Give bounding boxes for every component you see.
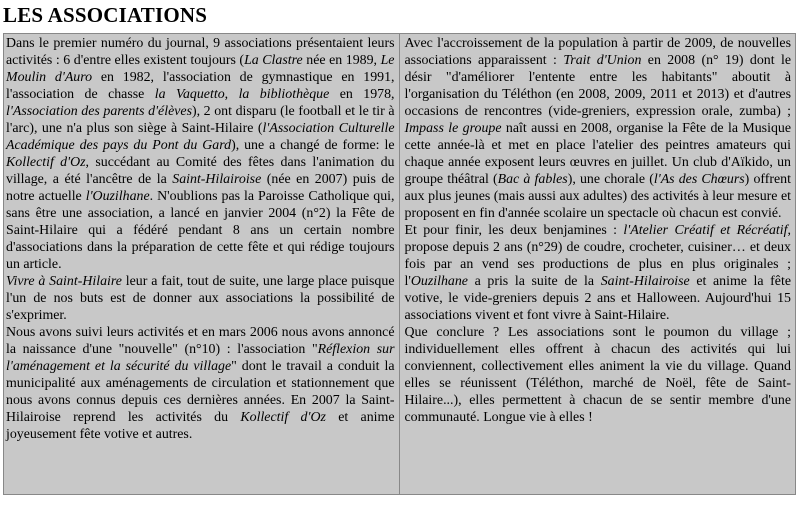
page-title: LES ASSOCIATIONS [3, 3, 208, 27]
paragraph [6, 35, 395, 273]
text-run: Avec l'accroissement de la population à partir de 2009, de nouvelles associations apparaissent : [404, 36, 791, 68]
left-column [4, 34, 400, 494]
italic-text: Kollectif d'Oz [6, 155, 86, 170]
italic-text: Kollectif d'Oz [240, 410, 326, 425]
paragraph [405, 324, 792, 426]
paragraph [6, 324, 395, 443]
italic-text: Saint-Hilairoise [172, 172, 262, 187]
italic-text: la Vaquetto [154, 87, 225, 102]
article-box [3, 33, 796, 495]
text-run: en 1982, l'association de gymnastique en 1991, l'association de chasse [6, 70, 395, 102]
italic-text: Bac à fables [497, 172, 568, 187]
italic-text: Vivre à Saint-Hilaire [6, 274, 122, 289]
italic-text: Réflexion sur l'aménagement et la sécurité du village [6, 342, 395, 374]
text-run: Et pour finir, les deux benjamines : [404, 223, 624, 238]
text-run: ), 2 ont disparu (le football et le tir à l'arc), une n'a plus son siège à Saint-Hilaire ( [6, 104, 395, 136]
text-run: ), une chorale ( [567, 172, 654, 187]
italic-text: Trait d'Union [563, 53, 642, 68]
italic-text: Impass le groupe [404, 121, 502, 136]
text-run: , succédant au Comité des fêtes dans l'animation du village, a été l'ancêtre de la [6, 155, 395, 187]
paragraph [6, 273, 395, 324]
italic-text: l'Association Culturelle Académique des pays du Pont du Gard [6, 121, 395, 153]
text-run: " dont le travail a conduit la municipalité aux aménagements de circulation et stationnement que nous avons connus depuis ces dernières années. En 2007 la Saint-Hilairoise reprend les activités du [6, 359, 395, 425]
text-run: a pris la suite de la [467, 274, 601, 289]
text-run: et anime joyeusement fête votive et autres. [6, 410, 395, 442]
italic-text: l'As des Chœurs [653, 172, 745, 187]
text-run: née en 1989, [302, 53, 381, 68]
text-run: naît aussi en 2008, organise la Fête de la Musique cette année-là et met en place l'atelier des peintres amateurs qui chaque année exposent leurs œuvres en juillet. Un club d'Aïkido, un groupe théâtral ( [404, 121, 792, 187]
text-run: ) offrent aux plus jeunes (mais aussi aux adultes) des activités à leur mesure et proposent en fin d'année scolaire un spectacle où chacun est convié. [404, 172, 791, 221]
italic-text: La Clastre [244, 53, 303, 68]
text-run: . N'oublions pas la Paroisse Catholique qui, sans être une association, a lancé en janvier 2004 (n°2) la Fête de Saint-Hilaire qui a fédéré pendant 8 ans un certain nombre d'associations dans la préparation de cette fête et qui rédige toujours un article. [6, 189, 395, 272]
italic-text: Saint-Hilairoise [600, 274, 690, 289]
italic-text: la bibliothèque [238, 87, 330, 102]
paragraph [405, 222, 792, 324]
italic-text: Le Moulin d'Auro [6, 53, 395, 85]
paragraph [405, 35, 792, 222]
italic-text: l'Atelier Créatif et Récréatif [623, 223, 788, 238]
text-run: Nous avons suivi leurs activités et en mars 2006 nous avons annoncé la naissance d'une "nouvelle" (n°10) : l'association " [6, 325, 395, 357]
text-run: leur a fait, tout de suite, une large place puisque l'un de nos buts est de donner aux associations la possibilité de s'exprimer. [6, 274, 395, 323]
text-run: , propose depuis 2 ans (n°29) de coudre, crocheter, cuisiner… et deux fois par an vend ses productions de plus en plus originales ; l' [404, 223, 791, 289]
italic-text: l'Ouzilhane [85, 189, 150, 204]
italic-text: l'Association des parents d'élèves [6, 104, 192, 119]
right-column [400, 34, 796, 494]
text-run: en 2008 (n° 19) dont le désir "d'améliorer l'entente entre les habitants" aboutit à l'organisation du Téléthon (en 2008, 2009, 2011 et 2013) et d'autres occasions de rencontres (vide-greniers, expression orale, zumba) ; [404, 53, 791, 119]
text-run: (née en 2007) puis de notre actuelle [6, 172, 395, 204]
italic-text: Ouzilhane [410, 274, 468, 289]
text-run: ), une a changé de forme: le [231, 138, 395, 153]
text-run: et anime la fête votive, le vide-greniers depuis 2 ans et Halloween. Aujourd'hui 15 associations vivent et font vivre à Saint-Hilaire. [404, 274, 791, 323]
text-run: en 1978, [329, 87, 395, 102]
text-run: Que conclure ? Les associations sont le poumon du village ; individuellement elles offrent à chacun des activités qui lui conviennent, collectivement elles animent la vie du village. Quand elles se réunissent (Téléthon, marché de Noël, fête de Saint-Hilaire...), elles permettent à chacun de se sentir membre d'une communauté. Longue vie à elles ! [404, 325, 791, 425]
text-run: Dans le premier numéro du journal, 9 associations présentaient leurs activités : 6 d'entre elles existent toujours ( [6, 36, 395, 68]
text-run: , [224, 87, 239, 102]
